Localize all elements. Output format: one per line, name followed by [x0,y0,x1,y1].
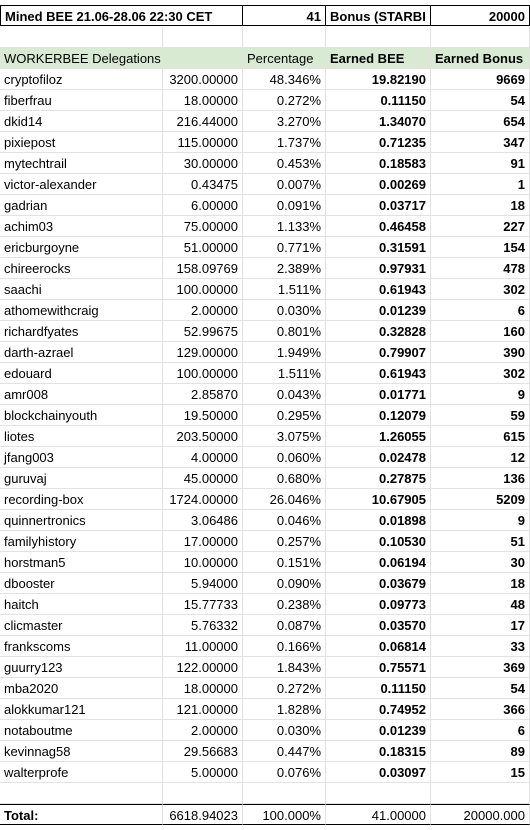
earned-bonus-cell[interactable]: 17 [431,615,530,636]
earned-bonus-cell[interactable]: 369 [431,657,530,678]
earned-bonus-cell[interactable]: 51 [431,531,530,552]
table-row [0,321,530,342]
earned-bonus-cell[interactable]: 347 [431,132,530,153]
table-row [0,468,530,489]
delegator-name[interactable]: cryptofiloz [0,69,163,90]
delegated-amount[interactable]: 2.00000 [163,300,243,321]
earned-bonus-cell[interactable]: 302 [431,279,530,300]
earned-bee-cell[interactable]: 0.97931 [326,258,431,279]
delegated-amount[interactable]: 0.43475 [163,174,243,195]
table-row [0,153,530,174]
empty-cell[interactable] [243,783,326,804]
col-header-delegations[interactable]: WORKERBEE Delegations [0,48,243,69]
table-row [0,594,530,615]
earned-bee-cell[interactable]: 0.18583 [326,153,431,174]
delegator-name[interactable]: recording-box [0,489,163,510]
percentage-cell[interactable]: 0.447% [243,741,326,762]
empty-cell[interactable] [431,783,530,804]
earned-bonus-cell[interactable]: 654 [431,111,530,132]
empty-cell[interactable] [0,783,163,804]
col-header-percentage[interactable]: Percentage [243,48,326,69]
percentage-cell[interactable]: 0.030% [243,720,326,741]
earned-bonus-cell[interactable]: 478 [431,258,530,279]
empty-cell[interactable] [163,783,243,804]
percentage-cell[interactable]: 1.511% [243,279,326,300]
earned-bonus-cell[interactable]: 160 [431,321,530,342]
delegated-amount[interactable]: 11.00000 [163,636,243,657]
delegated-amount[interactable]: 3200.00000 [163,69,243,90]
earned-bee-cell[interactable]: 0.79907 [326,342,431,363]
table-row [0,342,530,363]
delegated-amount[interactable]: 30.00000 [163,153,243,174]
table-row [0,426,530,447]
earned-bee-cell[interactable]: 1.26055 [326,426,431,447]
col-header-earned-bonus[interactable]: Earned Bonus [431,48,530,69]
delegator-name[interactable]: guruvaj [0,468,163,489]
earned-bonus-cell[interactable]: 615 [431,426,530,447]
earned-bonus-cell[interactable]: 30 [431,552,530,573]
earned-bee-cell[interactable]: 0.06814 [326,636,431,657]
percentage-cell[interactable]: 0.091% [243,195,326,216]
earned-bee-cell[interactable]: 0.09773 [326,594,431,615]
delegated-amount[interactable]: 100.00000 [163,363,243,384]
delegator-name[interactable]: amr008 [0,384,163,405]
delegated-amount[interactable]: 203.50000 [163,426,243,447]
percentage-cell[interactable]: 0.076% [243,762,326,783]
delegated-amount[interactable]: 1724.00000 [163,489,243,510]
earned-bee-cell[interactable]: 0.00269 [326,174,431,195]
table-row [0,762,530,783]
table-row [0,636,530,657]
col-header-earned-bee[interactable]: Earned BEE [326,48,431,69]
bonus-value[interactable]: 20000 [431,5,530,26]
earned-bee-cell[interactable]: 0.32828 [326,321,431,342]
table-row [0,195,530,216]
delegator-name[interactable]: saachi [0,279,163,300]
earned-bonus-cell[interactable]: 89 [431,741,530,762]
earned-bee-cell[interactable]: 0.75571 [326,657,431,678]
empty-cell[interactable] [431,27,530,48]
percentage-cell[interactable]: 0.060% [243,447,326,468]
percentage-cell[interactable]: 0.680% [243,468,326,489]
table-row [0,279,530,300]
delegator-name[interactable]: familyhistory [0,531,163,552]
earned-bonus-cell[interactable]: 91 [431,153,530,174]
delegator-name[interactable]: edouard [0,363,163,384]
delegator-name[interactable]: walterprofe [0,762,163,783]
percentage-cell[interactable]: 0.238% [243,594,326,615]
delegated-amount[interactable]: 52.99675 [163,321,243,342]
percentage-cell[interactable]: 3.270% [243,111,326,132]
delegated-amount[interactable]: 2.85870 [163,384,243,405]
table-row [0,363,530,384]
delegated-amount[interactable]: 15.77733 [163,594,243,615]
delegator-name[interactable]: athomewithcraig [0,300,163,321]
delegator-name[interactable]: haitch [0,594,163,615]
delegator-name[interactable]: alokkumar121 [0,699,163,720]
percentage-cell[interactable]: 1.133% [243,216,326,237]
delegator-name[interactable]: ericburgoyne [0,237,163,258]
empty-cell[interactable] [326,783,431,804]
delegator-name[interactable]: jfang003 [0,447,163,468]
table-row [0,573,530,594]
earned-bonus-cell[interactable]: 59 [431,405,530,426]
earned-bonus-cell[interactable]: 302 [431,363,530,384]
table-row [0,489,530,510]
percentage-cell[interactable]: 0.272% [243,90,326,111]
earned-bee-cell[interactable]: 0.71235 [326,132,431,153]
table-row [0,615,530,636]
earned-bee-cell[interactable]: 0.31591 [326,237,431,258]
earned-bee-cell[interactable]: 0.01239 [326,720,431,741]
delegator-name[interactable]: blockchainyouth [0,405,163,426]
earned-bee-cell[interactable]: 0.03717 [326,195,431,216]
earned-bee-cell[interactable]: 0.18315 [326,741,431,762]
delegator-name[interactable]: achim03 [0,216,163,237]
earned-bonus-cell[interactable]: 54 [431,90,530,111]
percentage-cell[interactable]: 48.346% [243,69,326,90]
earned-bee-cell[interactable]: 0.01239 [326,300,431,321]
table-row [0,90,530,111]
percentage-cell[interactable]: 0.030% [243,300,326,321]
table-row [0,531,530,552]
percentage-cell[interactable]: 1.949% [243,342,326,363]
percentage-cell[interactable]: 1.843% [243,657,326,678]
empty-cell[interactable] [0,27,163,48]
earned-bee-cell[interactable]: 19.82190 [326,69,431,90]
percentage-cell[interactable]: 0.771% [243,237,326,258]
percentage-cell[interactable]: 0.295% [243,405,326,426]
earned-bonus-cell[interactable]: 390 [431,342,530,363]
delegator-name[interactable]: gadrian [0,195,163,216]
delegator-name[interactable]: quinnertronics [0,510,163,531]
earned-bonus-cell[interactable]: 6 [431,720,530,741]
spacer-row [0,27,530,48]
table-row [0,216,530,237]
earned-bee-cell[interactable]: 0.01898 [326,510,431,531]
delegator-name[interactable]: frankscoms [0,636,163,657]
delegated-amount[interactable]: 45.00000 [163,468,243,489]
earned-bee-cell[interactable]: 0.10530 [326,531,431,552]
percentage-cell[interactable]: 2.389% [243,258,326,279]
delegated-amount[interactable]: 158.09769 [163,258,243,279]
empty-cell[interactable] [326,27,431,48]
earned-bonus-cell[interactable]: 12 [431,447,530,468]
earned-bee-cell[interactable]: 0.61943 [326,279,431,300]
earned-bonus-cell[interactable]: 227 [431,216,530,237]
delegated-amount[interactable]: 18.00000 [163,90,243,111]
percentage-cell[interactable]: 0.257% [243,531,326,552]
total-earned-bonus[interactable]: 20000.000 [431,804,530,825]
delegated-amount[interactable]: 100.00000 [163,279,243,300]
mined-summary-row [0,5,530,26]
total-earned-bee[interactable]: 41.00000 [326,804,431,825]
earned-bonus-cell[interactable]: 6 [431,300,530,321]
earned-bonus-cell[interactable]: 15 [431,762,530,783]
earned-bee-cell[interactable]: 1.34070 [326,111,431,132]
delegator-name[interactable]: richardfyates [0,321,163,342]
percentage-cell[interactable]: 1.828% [243,699,326,720]
earned-bee-cell[interactable]: 10.67905 [326,489,431,510]
table-row [0,132,530,153]
table-row [0,258,530,279]
table-row [0,237,530,258]
earned-bonus-cell[interactable]: 54 [431,678,530,699]
mined-value[interactable]: 41 [243,5,326,26]
earned-bee-cell[interactable]: 0.27875 [326,468,431,489]
spacer-row [0,783,530,804]
delegator-name[interactable]: liotes [0,426,163,447]
percentage-cell[interactable]: 1.737% [243,132,326,153]
table-row [0,510,530,531]
table-row [0,741,530,762]
earned-bonus-cell[interactable]: 18 [431,573,530,594]
delegated-amount[interactable]: 5.00000 [163,762,243,783]
total-row [0,804,530,825]
earned-bonus-cell[interactable]: 9 [431,510,530,531]
earned-bee-cell[interactable]: 0.12079 [326,405,431,426]
delegated-amount[interactable]: 75.00000 [163,216,243,237]
percentage-cell[interactable]: 0.453% [243,153,326,174]
earned-bee-cell[interactable]: 0.02478 [326,447,431,468]
delegated-amount[interactable]: 17.00000 [163,531,243,552]
mined-label[interactable]: Mined BEE 21.06-28.06 22:30 CET [0,5,243,26]
table-row [0,447,530,468]
percentage-cell[interactable]: 0.151% [243,552,326,573]
delegated-amount[interactable]: 29.56683 [163,741,243,762]
table-row [0,69,530,90]
delegated-amount[interactable]: 18.00000 [163,678,243,699]
earned-bonus-cell[interactable]: 18 [431,195,530,216]
earned-bee-cell[interactable]: 0.11150 [326,90,431,111]
earned-bee-cell[interactable]: 0.03097 [326,762,431,783]
total-amount[interactable]: 6618.94023 [163,804,243,825]
table-row [0,552,530,573]
delegator-name[interactable]: clicmaster [0,615,163,636]
delegator-name[interactable]: mytechtrail [0,153,163,174]
total-label[interactable]: Total: [0,804,163,825]
table-row [0,174,530,195]
percentage-cell[interactable]: 1.511% [243,363,326,384]
table-row [0,720,530,741]
delegator-name[interactable]: mba2020 [0,678,163,699]
delegator-name[interactable]: victor-alexander [0,174,163,195]
delegator-name[interactable]: kevinnag58 [0,741,163,762]
earned-bee-cell[interactable]: 0.01771 [326,384,431,405]
earned-bee-cell[interactable]: 0.03679 [326,573,431,594]
delegator-name[interactable]: chireerocks [0,258,163,279]
delegated-amount[interactable]: 129.00000 [163,342,243,363]
delegated-amount[interactable]: 6.00000 [163,195,243,216]
delegator-name[interactable]: pixiepost [0,132,163,153]
earned-bee-cell[interactable]: 0.11150 [326,678,431,699]
table-row [0,405,530,426]
earned-bee-cell[interactable]: 0.03570 [326,615,431,636]
table-row [0,300,530,321]
column-header-row [0,48,530,69]
delegated-amount[interactable]: 2.00000 [163,720,243,741]
percentage-cell[interactable]: 0.166% [243,636,326,657]
earned-bonus-cell[interactable]: 5209 [431,489,530,510]
table-row [0,657,530,678]
earned-bonus-cell[interactable]: 154 [431,237,530,258]
delegated-amount[interactable]: 216.44000 [163,111,243,132]
earned-bonus-cell[interactable]: 9669 [431,69,530,90]
table-row [0,111,530,132]
delegator-name[interactable]: dkid14 [0,111,163,132]
delegator-name[interactable]: dbooster [0,573,163,594]
delegated-amount[interactable]: 51.00000 [163,237,243,258]
earned-bonus-cell[interactable]: 9 [431,384,530,405]
delegator-name[interactable]: darth-azrael [0,342,163,363]
percentage-cell[interactable]: 0.801% [243,321,326,342]
percentage-cell[interactable]: 0.007% [243,174,326,195]
delegated-amount[interactable]: 4.00000 [163,447,243,468]
delegated-amount[interactable]: 10.00000 [163,552,243,573]
earned-bonus-cell[interactable]: 136 [431,468,530,489]
table-row [0,384,530,405]
earned-bee-cell[interactable]: 0.06194 [326,552,431,573]
earned-bonus-cell[interactable]: 33 [431,636,530,657]
delegated-amount[interactable]: 19.50000 [163,405,243,426]
bonus-label[interactable]: Bonus (STARBI [326,5,431,26]
percentage-cell[interactable]: 26.046% [243,489,326,510]
delegated-amount[interactable]: 122.00000 [163,657,243,678]
earned-bonus-cell[interactable]: 366 [431,699,530,720]
earned-bee-cell[interactable]: 0.74952 [326,699,431,720]
percentage-cell[interactable]: 0.087% [243,615,326,636]
delegator-name[interactable]: fiberfrau [0,90,163,111]
delegated-amount[interactable]: 115.00000 [163,132,243,153]
table-row [0,699,530,720]
delegated-amount[interactable]: 5.76332 [163,615,243,636]
delegator-name[interactable]: guurry123 [0,657,163,678]
delegated-amount[interactable]: 5.94000 [163,573,243,594]
earned-bee-cell[interactable]: 0.46458 [326,216,431,237]
percentage-cell[interactable]: 0.272% [243,678,326,699]
earned-bonus-cell[interactable]: 1 [431,174,530,195]
delegator-name[interactable]: notaboutme [0,720,163,741]
percentage-cell[interactable]: 3.075% [243,426,326,447]
percentage-cell[interactable]: 0.043% [243,384,326,405]
earned-bonus-cell[interactable]: 48 [431,594,530,615]
empty-cell[interactable] [243,27,326,48]
delegator-name[interactable]: horstman5 [0,552,163,573]
total-percentage[interactable]: 100.000% [243,804,326,825]
percentage-cell[interactable]: 0.090% [243,573,326,594]
empty-cell[interactable] [163,27,243,48]
earned-bee-cell[interactable]: 0.61943 [326,363,431,384]
percentage-cell[interactable]: 0.046% [243,510,326,531]
delegated-amount[interactable]: 3.06486 [163,510,243,531]
delegated-amount[interactable]: 121.00000 [163,699,243,720]
table-row [0,678,530,699]
